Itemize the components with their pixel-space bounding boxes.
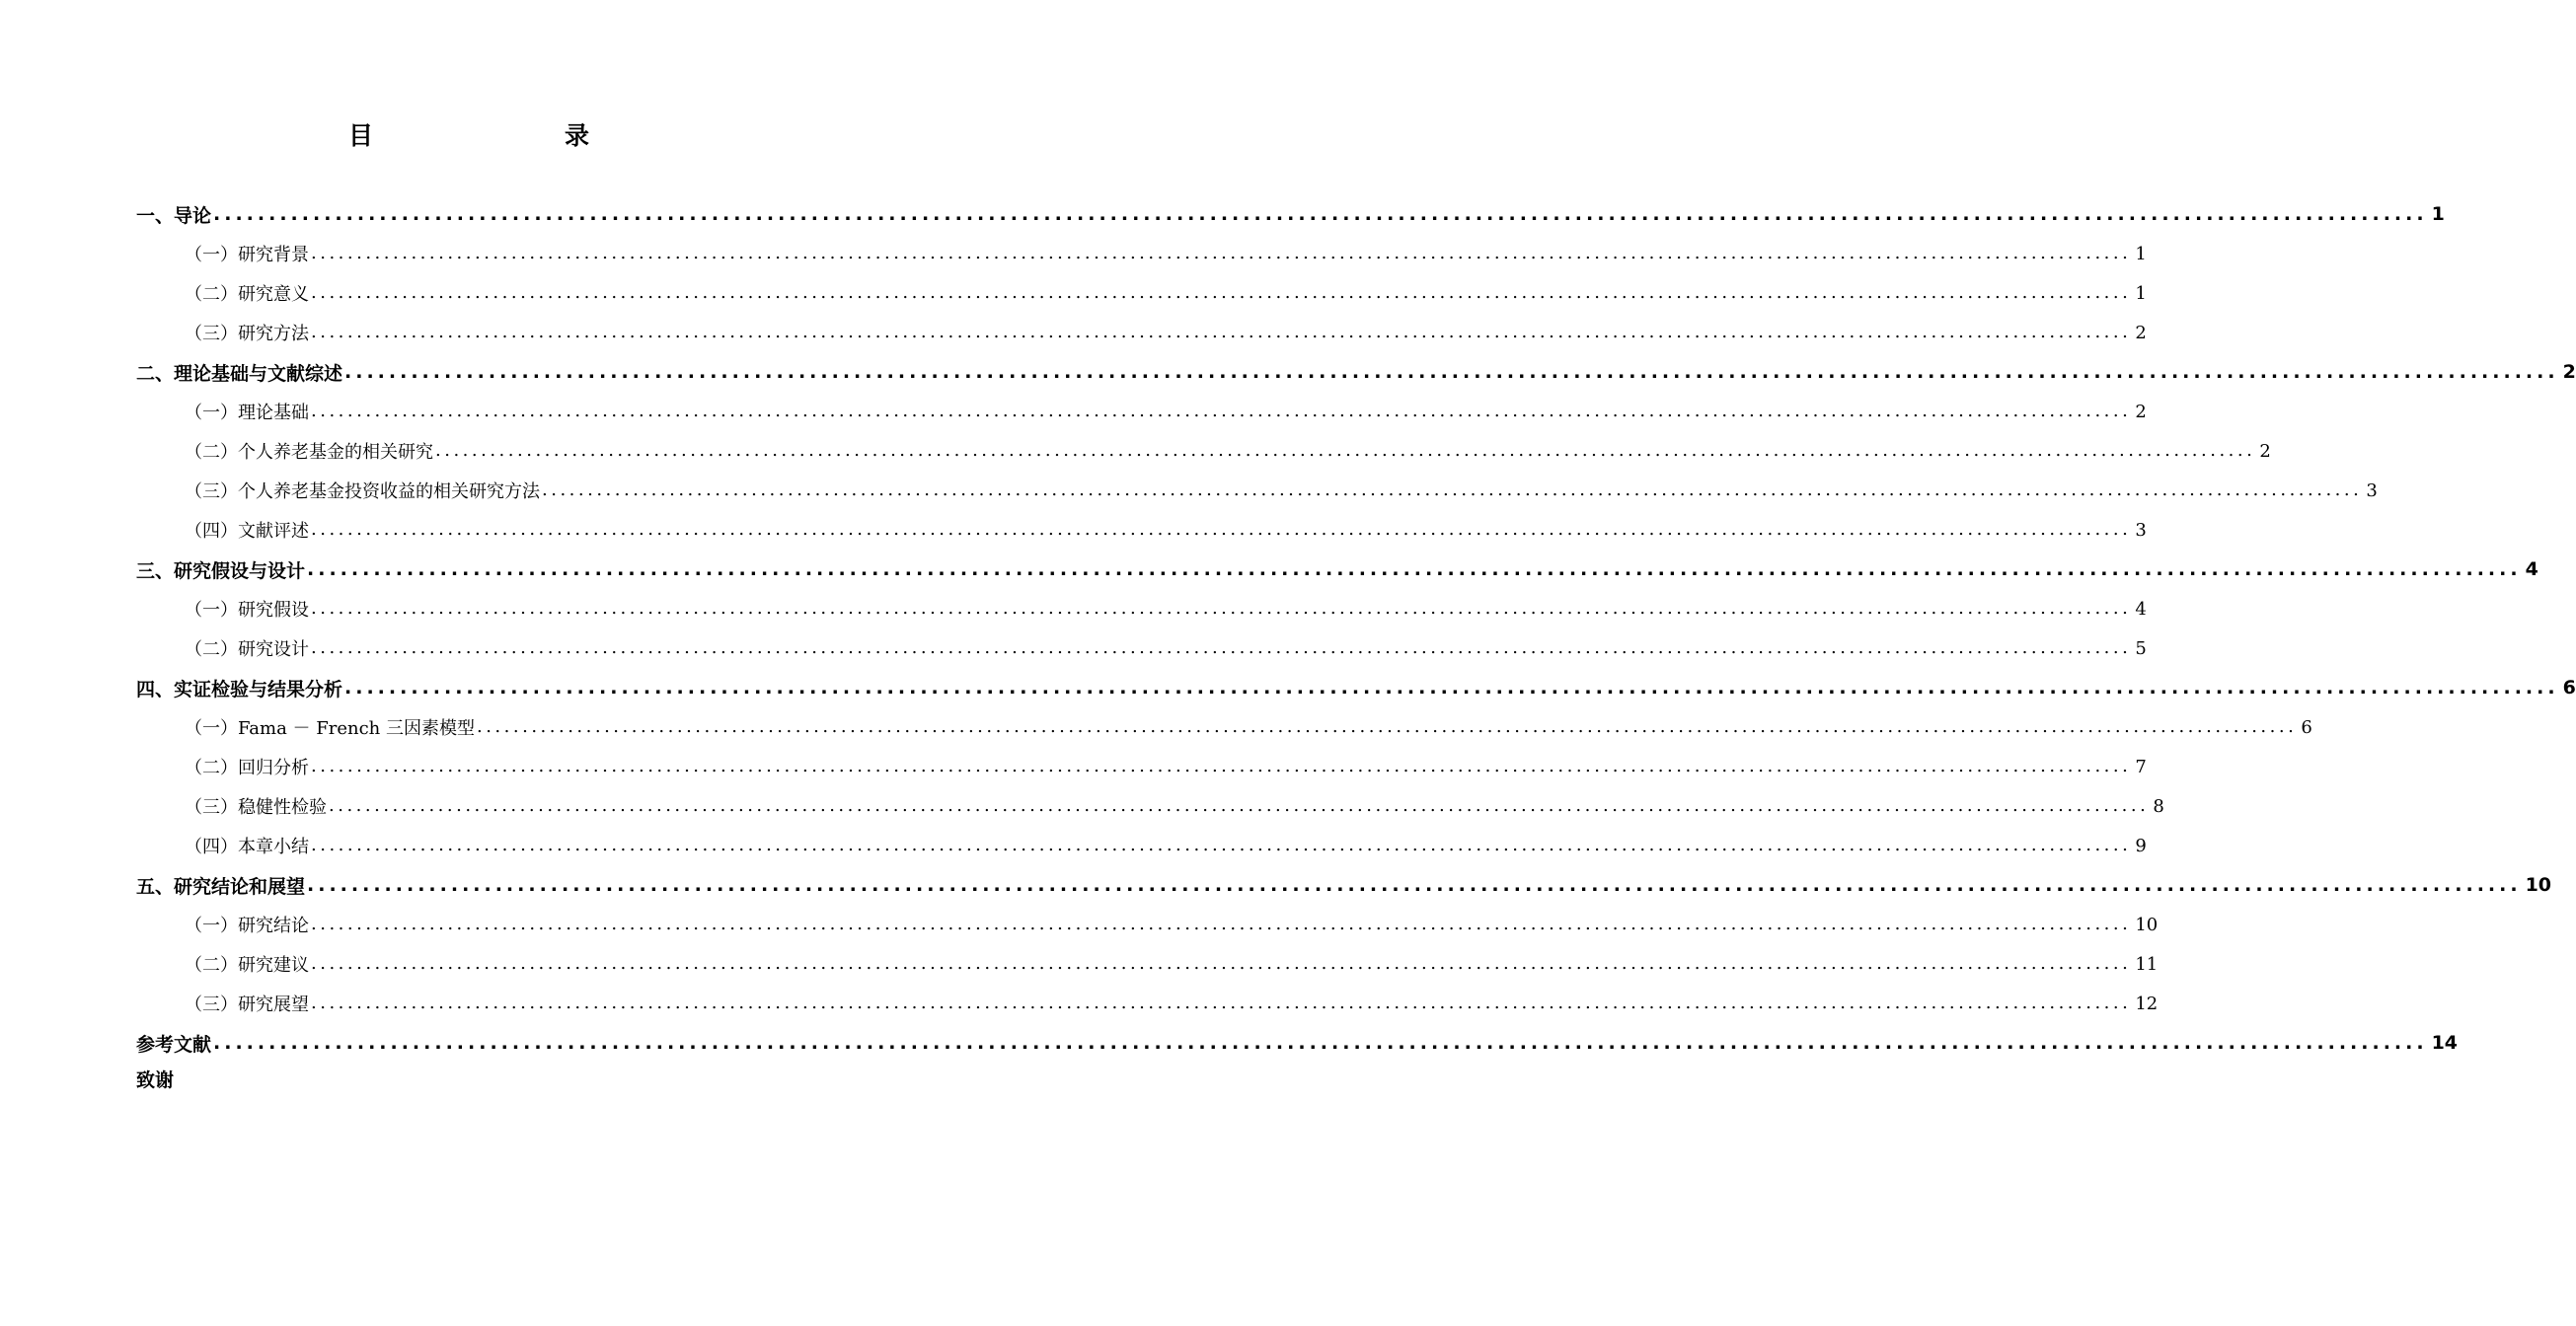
toc-section-entry[interactable] — [136, 905, 2159, 944]
toc-leader-dots: ........................................................................................................................................................................................................ — [307, 558, 2522, 580]
toc-chapter-entry[interactable] — [136, 668, 2576, 707]
toc-section-entry[interactable] — [136, 510, 2147, 550]
toc-entry-title: （二）回归分析 — [185, 754, 311, 779]
toc-leader-dots: ........................................................................................................................................................................................................ — [307, 874, 2522, 896]
toc-entry-title: （一）理论基础 — [185, 399, 311, 424]
toc-page-number: 1 — [2131, 283, 2146, 304]
toc-leader-dots: ........................................................................................................................................................................................................ — [311, 993, 2132, 1013]
toc-entry-title: （二）研究建议 — [185, 951, 311, 977]
toc-entry-title: （一）研究结论 — [185, 912, 311, 937]
toc-entry-title: （四）本章小结 — [185, 833, 311, 858]
toc-entry-title: （一）研究背景 — [185, 241, 311, 266]
toc-leader-dots: ........................................................................................................................................................................................................ — [311, 953, 2132, 974]
toc-section-entry[interactable] — [136, 786, 2164, 826]
toc-page-number: 12 — [2131, 994, 2158, 1014]
toc-title: 目 录 — [347, 121, 637, 150]
toc-section-entry[interactable] — [136, 628, 2147, 668]
toc-entry-title: （一）研究假设 — [185, 596, 311, 622]
toc-page-number: 1 — [2428, 203, 2445, 225]
toc-leader-dots: ........................................................................................................................................................................................................ — [311, 756, 2132, 776]
toc-page-number: 7 — [2131, 757, 2146, 777]
toc-page-number: 2 — [2559, 361, 2576, 383]
toc-page-number: 6 — [2297, 717, 2311, 738]
toc-leader-dots: ........................................................................................................................................................................................................ — [311, 914, 2132, 934]
toc-section-entry[interactable] — [136, 984, 2159, 1023]
toc-page-number: 2 — [2255, 441, 2270, 462]
toc-leader-dots: ........................................................................................................................................................................................................ — [476, 716, 2298, 737]
toc-page-number: 9 — [2131, 836, 2146, 856]
toc-section-entry[interactable] — [136, 589, 2147, 628]
toc-leader-dots: ........................................................................................................................................................................................................ — [311, 282, 2132, 303]
toc-entry-title: （三）个人养老基金投资收益的相关研究方法 — [185, 478, 542, 503]
toc-chapter-entry[interactable] — [136, 352, 2576, 392]
toc-page-number: 2 — [2131, 323, 2146, 343]
toc-section-entry[interactable] — [136, 471, 2378, 510]
toc-page-number: 8 — [2149, 796, 2163, 817]
toc-entry-title: 二、理论基础与文献综述 — [136, 359, 344, 386]
table-of-contents — [136, 194, 2576, 1063]
toc-entry-acknowledgement[interactable]: 致谢 — [136, 1069, 175, 1091]
toc-leader-dots: ........................................................................................................................................................................................................ — [311, 637, 2132, 658]
toc-page-number: 3 — [2131, 520, 2146, 541]
toc-section-entry[interactable] — [136, 273, 2147, 313]
toc-leader-dots: ........................................................................................................................................................................................................ — [435, 440, 2256, 461]
toc-leader-dots: ........................................................................................................................................................................................................ — [344, 677, 2559, 699]
toc-page-number: 10 — [2131, 915, 2158, 935]
toc-page-number: 6 — [2559, 677, 2576, 699]
toc-leader-dots: ........................................................................................................................................................................................................ — [329, 795, 2150, 816]
toc-leader-dots: ........................................................................................................................................................................................................ — [311, 835, 2132, 855]
toc-section-entry[interactable] — [136, 707, 2312, 747]
toc-entry-title: （四）文献评述 — [185, 517, 311, 543]
toc-chapter-entry[interactable] — [136, 1023, 2459, 1063]
toc-chapter-entry[interactable] — [136, 865, 2552, 905]
toc-entry-title: （一）Fama － French 三因素模型 — [185, 714, 477, 740]
toc-section-entry[interactable] — [136, 826, 2147, 865]
toc-leader-dots: ........................................................................................................................................................................................................ — [311, 243, 2132, 263]
toc-entry-title: （二）个人养老基金的相关研究 — [185, 438, 435, 464]
toc-page-number: 10 — [2522, 874, 2551, 896]
toc-section-entry[interactable] — [136, 313, 2147, 352]
toc-page-number: 2 — [2131, 402, 2146, 422]
toc-page-number: 4 — [2522, 558, 2538, 580]
toc-chapter-entry[interactable] — [136, 550, 2538, 589]
toc-entry-title: （二）研究设计 — [185, 635, 311, 661]
toc-section-entry[interactable] — [136, 431, 2271, 471]
toc-section-entry[interactable] — [136, 747, 2147, 786]
toc-leader-dots: ........................................................................................................................................................................................................ — [344, 361, 2559, 383]
toc-entry-title: 三、研究假设与设计 — [136, 556, 307, 583]
toc-section-entry[interactable] — [136, 944, 2159, 984]
toc-entry-title: （三）研究方法 — [185, 320, 311, 345]
toc-page-number: 5 — [2131, 638, 2146, 659]
toc-leader-dots: ........................................................................................................................................................................................................ — [311, 322, 2132, 342]
toc-entry-title: （三）研究展望 — [185, 991, 311, 1016]
toc-chapter-entry[interactable] — [136, 194, 2445, 234]
toc-leader-dots: ........................................................................................................................................................................................................ — [311, 401, 2132, 421]
toc-entry-title: （三）稳健性检验 — [185, 793, 329, 819]
toc-leader-dots: ........................................................................................................................................................................................................ — [213, 203, 2428, 225]
toc-section-entry[interactable] — [136, 234, 2147, 273]
toc-entry-title: 一、导论 — [136, 201, 213, 228]
toc-entry-title: （二）研究意义 — [185, 280, 311, 306]
toc-entry-title: 四、实证检验与结果分析 — [136, 675, 344, 701]
toc-leader-dots: ........................................................................................................................................................................................................ — [213, 1032, 2428, 1054]
toc-page-number: 4 — [2131, 599, 2146, 620]
toc-page-number: 11 — [2131, 954, 2158, 975]
toc-leader-dots: ........................................................................................................................................................................................................ — [311, 519, 2132, 540]
toc-leader-dots: ........................................................................................................................................................................................................ — [311, 598, 2132, 619]
toc-page-number: 14 — [2428, 1032, 2458, 1054]
toc-leader-dots: ........................................................................................................................................................................................................ — [542, 479, 2363, 500]
toc-entry-title: 参考文献 — [136, 1030, 213, 1057]
toc-page-number: 1 — [2131, 244, 2146, 264]
toc-section-entry[interactable] — [136, 392, 2147, 431]
toc-page-number: 3 — [2362, 480, 2377, 501]
toc-entry-title: 五、研究结论和展望 — [136, 872, 307, 899]
